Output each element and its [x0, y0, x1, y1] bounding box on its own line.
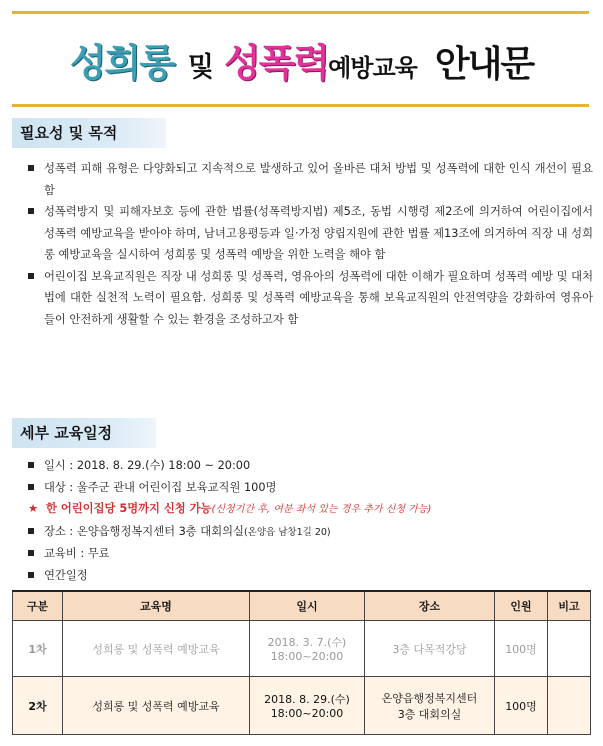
- cell-datetime: [250, 677, 365, 735]
- square-bullet-icon: [28, 572, 34, 578]
- schedule-fee-text: 교육비 : 무료: [44, 547, 110, 560]
- table-row: [13, 621, 591, 677]
- notice-strong-text: 한 어린이집당 5명까지 신청 가능: [46, 502, 212, 515]
- cell-time: 18:00~20:00: [270, 707, 344, 720]
- cell-place: [365, 677, 495, 735]
- cell-count: 100명: [495, 621, 548, 677]
- annual-schedule-table: [12, 590, 591, 735]
- square-bullet-icon: [28, 550, 34, 556]
- square-bullet-icon: [28, 165, 34, 171]
- section-heading-schedule: 세부 교육일정: [12, 418, 156, 448]
- square-bullet-icon: [28, 208, 34, 214]
- cell-time: 18:00~20:00: [270, 650, 344, 663]
- cell-place-line: 온양읍행정복지센터: [381, 691, 478, 705]
- star-icon: ★: [28, 502, 39, 515]
- title-part-violence: 성폭력: [224, 41, 329, 85]
- cell-session: 2차: [13, 677, 63, 735]
- list-item: [28, 158, 593, 201]
- schedule-notice: [28, 498, 588, 521]
- cell-course: 성희롱 및 성폭력 예방교육: [63, 621, 250, 677]
- title-bottom-rule: [12, 104, 589, 107]
- column-header: 비고: [548, 591, 591, 621]
- square-bullet-icon: [28, 273, 34, 279]
- cell-place-line: 3층 대회의실: [397, 707, 462, 721]
- schedule-annual: [28, 565, 588, 587]
- schedule-date-text: 일시 : 2018. 8. 29.(수) 18:00 ~ 20:00: [44, 459, 251, 472]
- bullet-text: 어린이집 보육교직원은 직장 내 성희롱 및 성폭력, 영유아의 성폭력에 대한 이해가 필요하며 성폭력 예방 및 대처법에 대한 실천적 노력이 필요함. 성희롱 및 성폭력 예방교육을 통해 보육교직원의 안전역량을 강화하여 영유아들이 안전하게 생활할 수 있는 환경을 조성하고자 함: [44, 269, 593, 326]
- square-bullet-icon: [28, 528, 34, 534]
- cell-note: [548, 677, 591, 735]
- schedule-place-note: (온양읍 남창1길 20): [243, 526, 331, 538]
- table-row: [13, 677, 591, 735]
- cell-date: 2018. 3. 7.(수): [267, 636, 347, 649]
- square-bullet-icon: [28, 462, 34, 468]
- title-part-prevention: 예방교육: [328, 54, 417, 82]
- bullet-text: 성폭력 피해 유형은 다양화되고 지속적으로 발생하고 있어 올바른 대처 방법 및 성폭력에 대한 인식 개선이 필요함: [44, 162, 593, 197]
- column-header: 인원: [495, 591, 548, 621]
- page-title: [0, 32, 603, 87]
- list-item: [28, 201, 593, 266]
- cell-date: 2018. 8. 29.(수): [264, 693, 350, 706]
- cell-place-line: 3층 다목적강당: [392, 642, 467, 656]
- top-rule: [12, 11, 589, 14]
- schedule-list: [28, 455, 588, 586]
- cell-count: 100명: [495, 677, 548, 735]
- cell-datetime: [250, 621, 365, 677]
- schedule-target: [28, 477, 588, 499]
- purpose-bullet-list: [28, 158, 593, 330]
- column-header: 일시: [250, 591, 365, 621]
- title-part-and: 및: [187, 52, 214, 83]
- column-header: 교육명: [63, 591, 250, 621]
- square-bullet-icon: [28, 484, 34, 490]
- list-item: [28, 266, 593, 331]
- table-header-row: [13, 591, 591, 621]
- cell-note: [548, 621, 591, 677]
- title-part-notice: 안내문: [434, 44, 534, 85]
- schedule-annual-text: 연간일정: [44, 568, 88, 582]
- cell-session: 1차: [13, 621, 63, 677]
- column-header: 구분: [13, 591, 63, 621]
- schedule-fee: [28, 543, 588, 565]
- schedule-place-text: 장소 : 온양읍행정복지센터 3층 대회의실: [44, 524, 244, 538]
- schedule-date: [28, 455, 588, 477]
- notice-note-text: (신청기간 후, 여분 좌석 있는 경우 추가 신청 가능): [211, 504, 432, 515]
- bullet-text: 성폭력방지 및 피해자보호 등에 관한 법률(성폭력방지법) 제5조, 동법 시행령 제2조에 의거하여 어린이집에서 성폭력 예방교육을 받아야 하며, 남녀고용평등과 일·가정 양립지원에 관한 법률 제13조에 의거하여 직장 내 성희롱 예방교육을 실시하여 성희롱 및 성폭력 예방을 위한 노력을 해야 함: [44, 205, 593, 261]
- title-part-harassment: 성희롱: [69, 41, 174, 85]
- section-heading-purpose: 필요성 및 목적: [12, 118, 166, 148]
- cell-course: 성희롱 및 성폭력 예방교육: [63, 677, 250, 735]
- schedule-target-text: 대상 : 울주군 관내 어린이집 보육교직원 100명: [44, 480, 277, 494]
- cell-place: [365, 621, 495, 677]
- schedule-place: [28, 521, 588, 544]
- column-header: 장소: [365, 591, 495, 621]
